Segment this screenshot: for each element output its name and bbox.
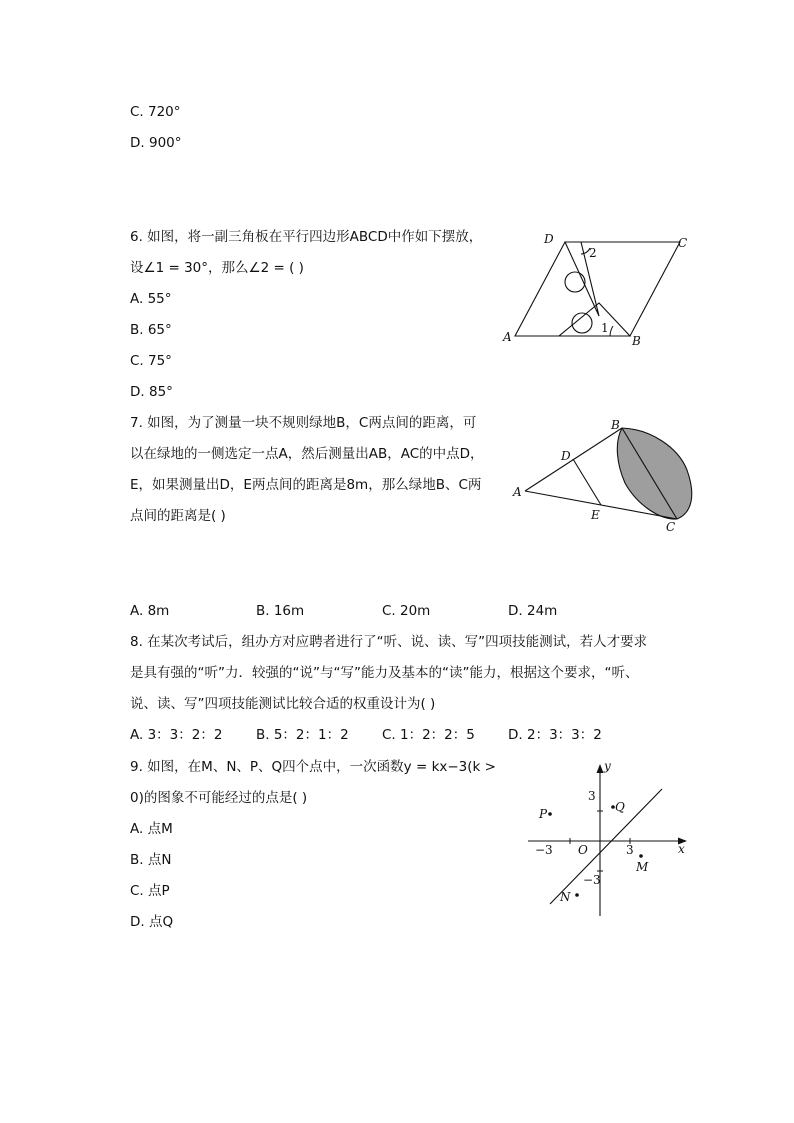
point-m: [639, 854, 643, 858]
label-q: Q: [615, 800, 625, 814]
q9-option-b: B. 点N: [130, 852, 172, 868]
label-c: C: [678, 236, 688, 250]
q8-stem-line2: 是具有强的“听”力．较强的“说”与“写”能力及基本的“读”能力，根据这个要求，“听、: [130, 665, 639, 681]
q8-stem-line3: 说、读、写”四项技能测试比较合适的权重设计为( ): [130, 696, 436, 712]
label-d: D: [544, 232, 554, 246]
q8-option-a: A. 3：3：2：2: [130, 727, 223, 743]
label-y: y: [604, 759, 611, 773]
angle-1-arc: [610, 326, 613, 336]
q6-stem-line2: 设∠1 = 30°，那么∠2 = ( ): [130, 260, 304, 276]
q7-option-b: B. 16m: [256, 603, 305, 619]
triangle-ruler-lower: [559, 303, 630, 336]
q7-stem-line4: 点间的距离是( ): [130, 508, 226, 524]
label-x-pos3: 3: [626, 843, 634, 857]
label-b: B: [632, 334, 641, 348]
q7-stem-line3: E，如果测量出D，E两点间的距离是8m，那么绿地B、C两: [130, 477, 482, 493]
q9-option-a: A. 点M: [130, 821, 173, 837]
label-n: N: [560, 890, 571, 904]
label-c: C: [666, 520, 676, 534]
q8-option-d: D. 2：3：3：2: [508, 727, 602, 743]
label-p: P: [539, 807, 548, 821]
q9-stem-line1: 9. 如图，在M、N、P、Q四个点中，一次函数y = kx−3(k >: [130, 759, 496, 775]
q5-option-d: D. 900°: [130, 135, 182, 151]
label-d: D: [561, 449, 571, 463]
green-land-area: [617, 428, 691, 519]
segment-de: [573, 459, 601, 505]
label-e: E: [591, 508, 600, 522]
label-angle-2: 2: [589, 246, 597, 260]
q5-option-c: C. 720°: [130, 104, 181, 120]
linear-function-line: [550, 789, 662, 904]
q7-green-land-figure: [510, 415, 700, 537]
q9-option-c: C. 点P: [130, 883, 170, 899]
q8-stem-line1: 8. 在某次考试后，组办方对应聘者进行了“听、说、读、写”四项技能测试，若人才要求: [130, 634, 648, 650]
q7-option-d: D. 24m: [508, 603, 558, 619]
q6-option-d: D. 85°: [130, 384, 173, 400]
q9-option-d: D. 点Q: [130, 914, 174, 930]
q8-option-b: B. 5：2：1：2: [256, 727, 349, 743]
label-y-neg3: −3: [583, 873, 601, 887]
label-angle-1: 1: [601, 321, 609, 335]
q9-stem-line2: 0)的图象不可能经过的点是( ): [130, 790, 308, 806]
label-a: A: [503, 330, 512, 344]
label-x: x: [678, 842, 685, 856]
q8-option-c: C. 1：2：2：5: [382, 727, 475, 743]
upper-ruler-hole: [565, 272, 585, 292]
q9-coordinate-figure: [520, 758, 695, 920]
parallelogram-abcd: [515, 242, 680, 336]
q7-stem-line1: 7. 如图，为了测量一块不规则绿地B，C两点间的距离，可: [130, 415, 477, 431]
y-axis-arrow-icon: [597, 764, 604, 773]
label-m: M: [636, 860, 649, 874]
q6-parallelogram-figure: [495, 228, 700, 350]
q7-stem-line2: 以在绿地的一侧选定一点A，然后测量出AB，AC的中点D，: [130, 446, 484, 462]
q7-option-a: A. 8m: [130, 603, 170, 619]
q6-stem-line1: 6. 如图，将一副三角板在平行四边形ABCD中作如下摆放，: [130, 229, 483, 245]
label-y-pos3: 3: [588, 789, 596, 803]
point-p: [548, 812, 552, 816]
label-origin: O: [578, 843, 588, 857]
label-a: A: [513, 485, 522, 499]
q6-option-a: A. 55°: [130, 291, 172, 307]
q6-option-c: C. 75°: [130, 353, 172, 369]
q7-option-c: C. 20m: [382, 603, 431, 619]
point-n: [575, 893, 579, 897]
label-x-neg3: −3: [535, 843, 553, 857]
q6-option-b: B. 65°: [130, 322, 172, 338]
label-b: B: [611, 418, 620, 432]
